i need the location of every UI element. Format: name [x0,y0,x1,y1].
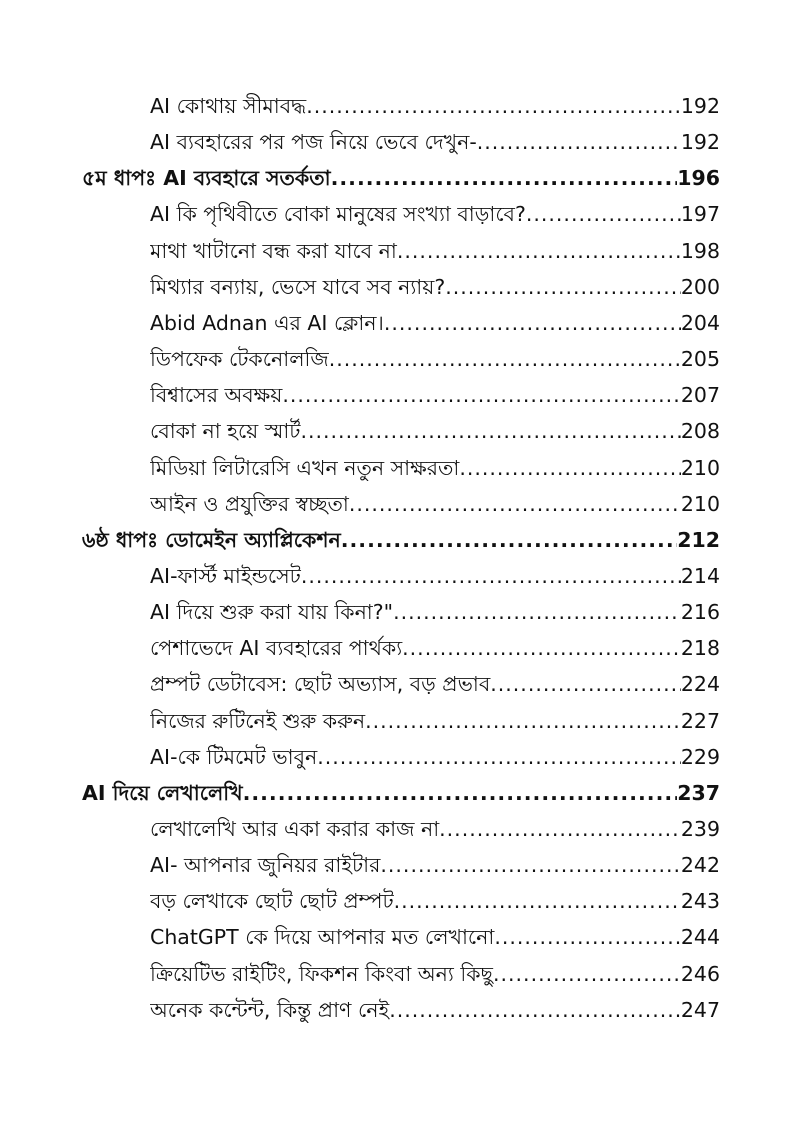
toc-section-entry [150,191,720,227]
toc-page-number: 242 [680,853,720,878]
toc-entry-title: ৬ষ্ঠ ধাপঃ ডোমেইন অ্যাপ্লিকেশন [82,527,341,552]
toc-dot-leader [445,274,681,300]
toc-page-number: 210 [680,491,720,516]
toc-entry-title: মাথা খাটানো বন্ধ করা যাবে না [150,238,397,263]
toc-section-entry [150,842,720,878]
toc-section-entry [150,445,720,481]
toc-dot-leader [341,527,678,553]
toc-section-entry [150,698,720,734]
toc-page-number: 197 [680,202,720,227]
toc-dot-leader [490,671,681,697]
toc-section-entry [150,914,720,950]
toc-section-entry [150,300,720,336]
toc-dot-leader [329,346,681,372]
toc-dot-leader [380,852,680,878]
toc-page-number: 218 [680,636,720,661]
toc-dot-leader [389,997,681,1023]
toc-section-entry [150,734,720,770]
toc-page-number: 204 [680,310,720,335]
toc-entry-title: ৫ম ধাপঃ AI ব্যবহারে সতর্কতা [82,166,331,191]
toc-page-number: 208 [680,419,720,444]
toc-section-entry [150,336,720,372]
toc-entry-title: নিজের রুটিনেই শুরু করুন [150,708,366,733]
toc-chapter-entry [82,517,720,553]
toc-page-number: 224 [680,672,720,697]
toc-section-entry [150,625,720,661]
toc-dot-leader [477,129,681,155]
toc-entry-title: মিথ্যার বন্যায়, ভেসে যাবে সব ন্যায়? [150,274,446,299]
toc-entry-title: AI দিয়ে লেখালেখি [82,780,243,805]
toc-dot-leader [402,635,681,661]
toc-page-number: 216 [680,600,720,625]
toc-dot-leader [526,201,681,227]
toc-entry-title: AI-কে টিমমেট ভাবুন [150,744,318,769]
toc-entry-title: AI কি পৃথিবীতে বোকা মানুষের সংখ্যা বাড়াবে? [150,202,526,227]
toc-entry-title: ChatGPT কে দিয়ে আপনার মত লেখানো [150,925,495,950]
toc-page-number: 246 [680,961,720,986]
toc-page-number: 196 [677,166,720,191]
toc-chapter-entry [82,155,720,191]
toc-section-entry [150,951,720,987]
toc-dot-leader [301,563,681,589]
toc-section-entry [150,372,720,408]
toc-entry-title: বোকা না হয়ে স্মার্ট [150,419,301,444]
toc-entry-title: মিডিয়া লিটারেসি এখন নতুন সাক্ষরতা [150,455,460,480]
toc-page-number: 244 [680,925,720,950]
toc-section-entry [150,119,720,155]
toc-entry-title: AI ব্যবহারের পর পজ নিয়ে ভেবে দেখুন- [150,130,477,155]
toc-entry-title: লেখালেখি আর একা করার কাজ না [150,817,440,841]
toc-dot-leader [300,418,680,444]
toc-page-number: 192 [680,130,720,155]
toc-dot-leader [365,708,681,734]
toc-dot-leader [349,491,681,517]
toc-dot-leader [317,744,681,770]
toc-entry-title: AI- আপনার জুনিয়র রাইটার [150,853,381,878]
toc-page-number: 198 [680,238,720,263]
toc-page-number: 210 [680,455,720,480]
toc-dot-leader [397,238,681,264]
toc-entry-title: আইন ও প্রযুক্তির স্বচ্ছতা [150,491,349,516]
toc-page-number: 227 [680,708,720,733]
toc-dot-leader [393,599,681,625]
toc-dot-leader [494,924,681,950]
toc-page-number: 239 [680,817,720,841]
toc-section-entry [150,589,720,625]
toc-dot-leader [243,780,678,806]
toc-section-entry [150,228,720,264]
toc-dot-leader [394,888,681,914]
toc-entry-title: ডিপফেক টেকনোলজি [150,347,329,372]
toc-section-entry [150,264,720,300]
toc-page-number: 192 [680,94,720,118]
toc-dot-leader [493,961,681,987]
toc-section-entry [150,83,720,119]
toc-entry-title: বড় লেখাকে ছোট ছোট প্রম্পট [150,889,394,914]
toc-page-number: 205 [680,347,720,372]
toc-page-number: 214 [680,563,720,588]
toc-entry-title: Abid Adnan এর AI ক্লোন। [150,310,384,335]
toc-entry-title: প্রম্পট ডেটাবেস: ছোট অভ্যাস, বড় প্রভাব [150,672,491,697]
toc-page-number: 237 [677,780,720,805]
toc-section-entry [150,806,720,842]
toc-page-number: 243 [680,889,720,914]
toc-section-entry [150,661,720,697]
toc-entry-title: পেশাভেদে AI ব্যবহারের পার্থক্য [150,636,403,661]
toc-entry-title: অনেক কন্টেন্ট, কিন্তু প্রাণ নেই [150,997,390,1022]
toc-dot-leader [331,165,678,191]
toc-page-number: 229 [680,744,720,769]
toc-page-number: 247 [680,997,720,1022]
toc-entry-title: বিশ্বাসের অবক্ষয় [150,383,283,408]
toc-entry-title: AI দিয়ে শুরু করা যায় কিনা?" [150,600,394,625]
toc-dot-leader [439,816,681,842]
toc-section-entry [150,553,720,589]
toc-section-entry [150,481,720,517]
toc-page-number: 207 [680,383,720,408]
toc-page-number: 212 [677,527,720,552]
toc-entry-title: AI কোথায় সীমাবদ্ধ [150,94,307,118]
toc-section-entry [150,878,720,914]
toc-chapter-entry [82,770,720,806]
toc-page-number: 200 [680,274,720,299]
toc-section-entry [150,987,720,1023]
toc-entry-title: AI-ফার্স্ট মাইন্ডসেট [150,563,301,588]
toc-dot-leader [282,382,681,408]
toc-entry-title: ক্রিয়েটিভ রাইটিং, ফিকশন কিংবা অন্য কিছু [150,961,493,986]
toc-section-entry [150,408,720,444]
toc-dot-leader [459,455,681,481]
toc-dot-leader [384,310,681,336]
toc-dot-leader [306,93,681,119]
